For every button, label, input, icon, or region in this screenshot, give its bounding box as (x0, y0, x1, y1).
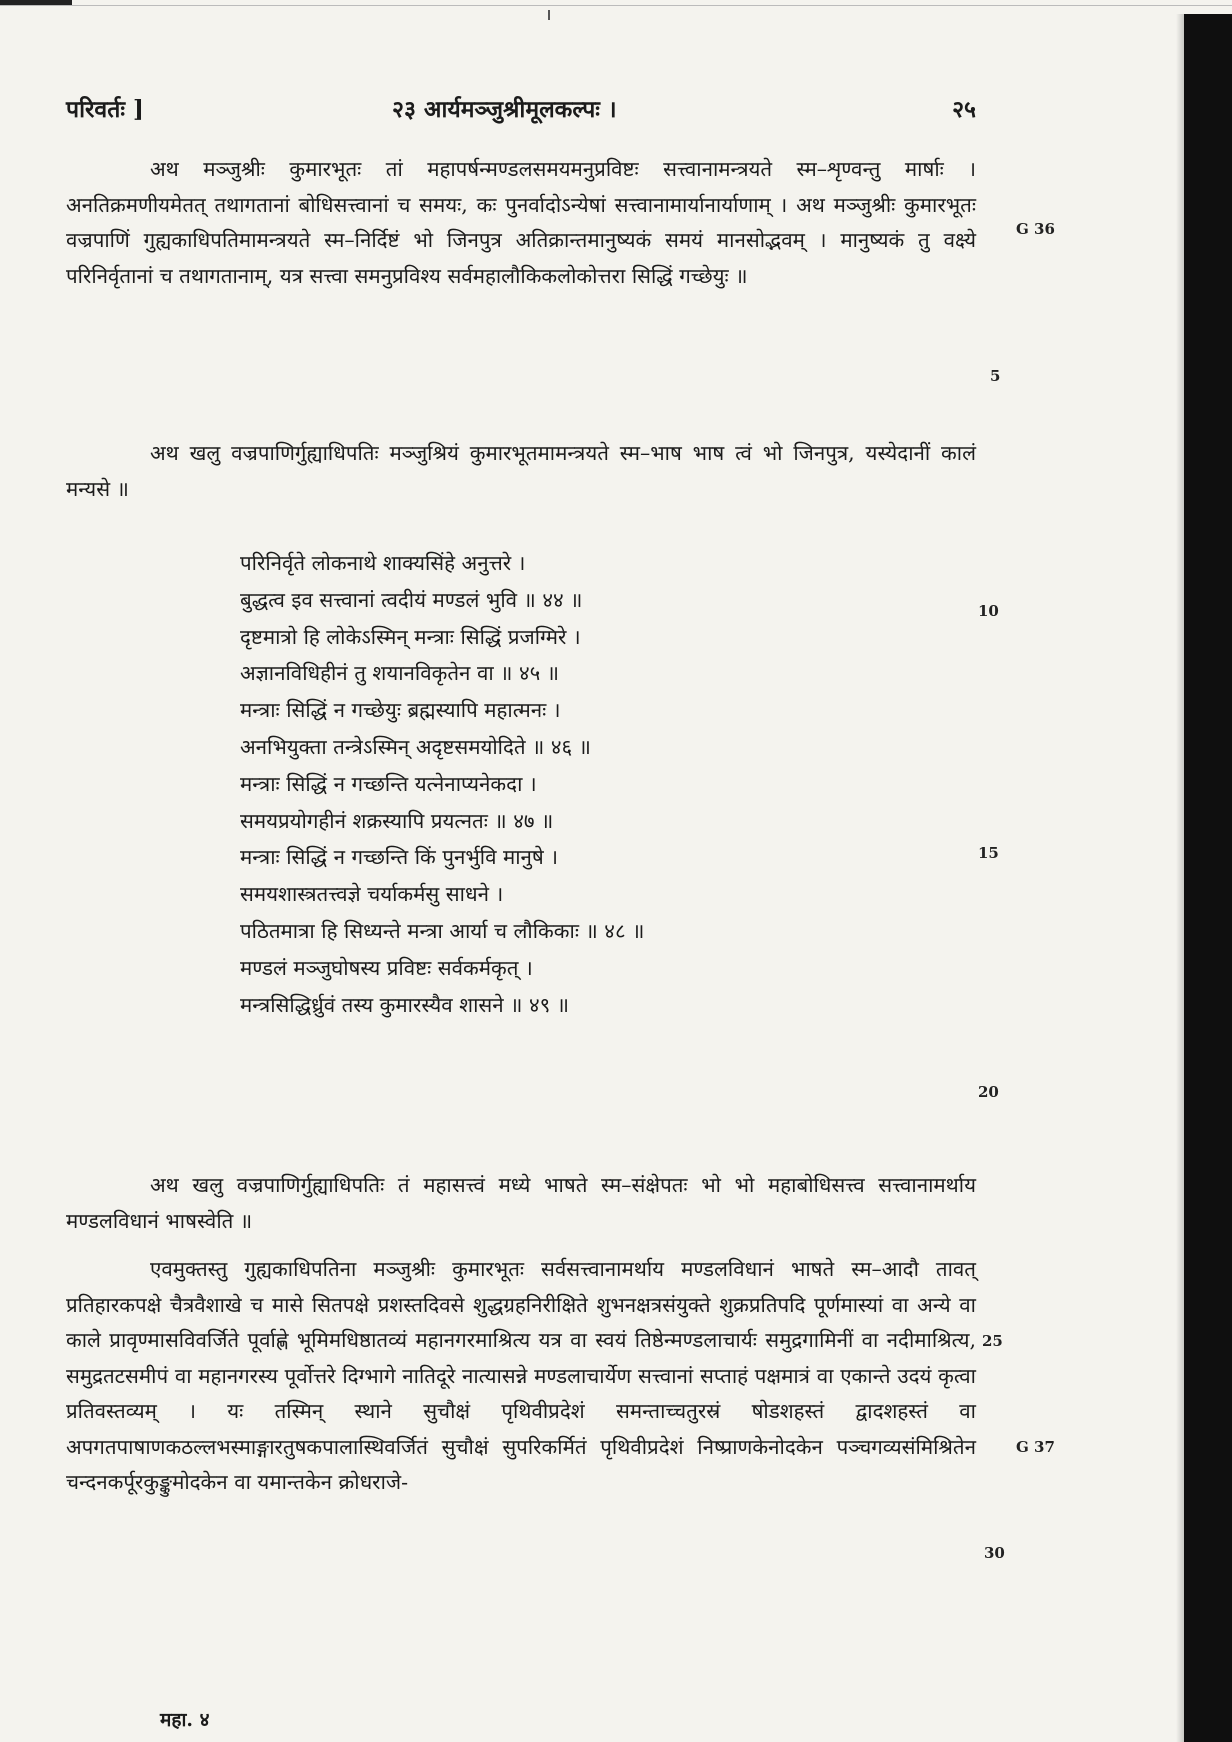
verse-line: बुद्धत्व इव सत्त्वानां त्वदीयं मण्डलं भुवि ॥ ४४ ॥ (240, 587, 583, 612)
verse-line: मन्त्रसिद्धिर्ध्रुवं तस्य कुमारस्यैव शासने ॥ ४९ ॥ (240, 992, 570, 1017)
line-number-10: 10 (978, 602, 999, 620)
verse-line: मण्डलं मञ्जुघोषस्य प्रविष्टः सर्वकर्मकृत् । (240, 955, 533, 980)
paragraph-4-text: एवमुक्तस्तु गुह्यकाधिपतिना मञ्जुश्रीः कुमारभूतः सर्वसत्त्वानामर्थाय मण्डलविधानं भाषते स्म–आदौ तावत् प्रतिहारकपक्षे चैत्रवैशाखे च मासे सितपक्षे प्रशस्तदिवसे शुद्धग्रहनिरीक्षिते शुभनक्षत्रसंयुक्ते शुक्रप्रतिपदि पूर्णमास्यां वा अन्ये वा काले प्रावृण्मासविवर्जिते पूर्वाह्णे भूमिमधिष्ठातव्यं महानगरमाश्रित्य यत्र वा स्वयं तिष्ठेन्मण्डलाचार्यः समुद्रगामिनीं वा नदीमाश्रित्य, समुद्रतटसमीपं वा महानगरस्य पूर्वोत्तरे दिग्भागे नातिदूरे नात्यासन्ने मण्डलाचार्येण सत्त्वानां सप्ताहं पक्षमात्रं वा एकान्ते उदयं कृत्वा प्रतिवस्तव्यम् । यः तस्मिन् स्थाने सुचौक्षं पृथिवीप्रदेशं समन्ताच्चतुरस्रं षोडशहस्तं द्वादशहस्तं वा अपगतपाषाणकठल्लभस्माङ्गारतुषकपालास्थिवर्जितं सुचौक्षं सुपरिकर्मितं पृथिवीप्रदेशं निष्प्राणकेनोदकेन पञ्चगव्यसंमिश्रितेन चन्दनकर्पूरकुङ्कुमोदकेन वा यमान्तकेन क्रोधराजे- (66, 1257, 976, 1494)
signature-mark: महा. ४ (160, 1709, 210, 1731)
verse-line: मन्त्राः सिद्धिं न गच्छेयुः ब्रह्मस्यापि महात्मनः । (240, 698, 561, 723)
verse-line: दृष्टमात्रो हि लोकेऽस्मिन् मन्त्राः सिद्धिं प्रजग्मिरे । (240, 624, 581, 649)
paragraph-2 (66, 436, 976, 507)
book-binding (1184, 14, 1232, 1742)
line-number-5: 5 (990, 367, 1001, 385)
paragraph-1 (66, 152, 976, 294)
margin-ref-g36: G 36 (1016, 220, 1055, 238)
verse-line: पठितमात्रा हि सिध्यन्ते मन्त्रा आर्या च लौकिकाः ॥ ४८ ॥ (240, 918, 645, 943)
binding-shadow (1176, 14, 1184, 1742)
verse-line: मन्त्राः सिद्धिं न गच्छन्ति किं पुनर्भुवि मानुषे । (240, 845, 559, 870)
verse-line: अनभियुक्ता तन्त्रेऽस्मिन् अदृष्टसमयोदिते ॥ ४६ ॥ (240, 734, 591, 759)
ink-mark (548, 10, 550, 20)
verse-line: समयप्रयोगहीनं शक्रस्यापि प्रयत्नतः ॥ ४७ ॥ (240, 808, 554, 833)
line-number-20: 20 (978, 1083, 999, 1101)
paragraph-3-text: अथ खलु वज्रपाणिर्गुह्याधिपतिः तं महासत्त्वं मध्ये भाषते स्म–संक्षेपतः भो भो महाबोधिसत्त्व सत्त्वानामर्थाय मण्डलविधानं भाषस्वेति ॥ (66, 1173, 976, 1233)
top-edge (0, 5, 1232, 6)
verse-block (240, 545, 940, 1023)
paragraph-2-text: अथ खलु वज्रपाणिर्गुह्याधिपतिः मञ्जुश्रियं कुमारभूतमामन्त्रयते स्म–भाष भाष त्वं भो जिनपुत्र, यस्येदानीं कालं मन्यसे ॥ (66, 441, 976, 501)
running-header (66, 92, 976, 132)
verse-line: मन्त्राः सिद्धिं न गच्छन्ति यत्नेनाप्यनेकदा । (240, 771, 537, 796)
line-number-25: 25 (982, 1332, 1003, 1350)
page-number: २५ (952, 96, 976, 123)
line-number-30: 30 (984, 1544, 1005, 1562)
verse-line: अज्ञानविधिहीनं तु शयानविकृतेन वा ॥ ४५ ॥ (240, 661, 560, 686)
line-number-15: 15 (978, 844, 999, 862)
paragraph-4 (66, 1252, 976, 1501)
margin-ref-g37: G 37 (1016, 1438, 1055, 1456)
verse-line: परिनिर्वृते लोकनाथे शाक्यसिंहे अनुत्तरे । (240, 551, 526, 575)
paragraph-3 (66, 1168, 976, 1239)
header-title: २३ आर्यमञ्जुश्रीमूलकल्पः । (392, 96, 617, 123)
verse-line: समयशास्त्रतत्त्वज्ञे चर्याकर्मसु साधने । (240, 882, 504, 907)
paragraph-1-text: अथ मञ्जुश्रीः कुमारभूतः तां महापर्षन्मण्डलसमयमनुप्रविष्टः सत्त्वानामन्त्रयते स्म–शृण्वन्तु मार्षाः । अनतिक्रमणीयमेतत् तथागतानां बोधिसत्त्वानां च समयः, कः पुनर्वादोऽन्येषां सत्त्वानामार्यानार्याणाम् । अथ मञ्जुश्रीः कुमारभूतः वज्रपाणिं गुह्यकाधिपतिमामन्त्रयते स्म–निर्दिष्टं भो जिनपुत्र अतिक्रान्तमानुष्यकं समयं मानसोद्भवम् । मानुष्यकं तु वक्ष्ये परिनिर्वृतानां च तथागतानाम्, यत्र सत्त्वा समनुप्रविश्य सर्वमहालौकिकलोकोत्तरा सिद्धिं गच्छेयुः ॥ (66, 157, 976, 288)
header-section: परिवर्तः ] (66, 96, 144, 123)
